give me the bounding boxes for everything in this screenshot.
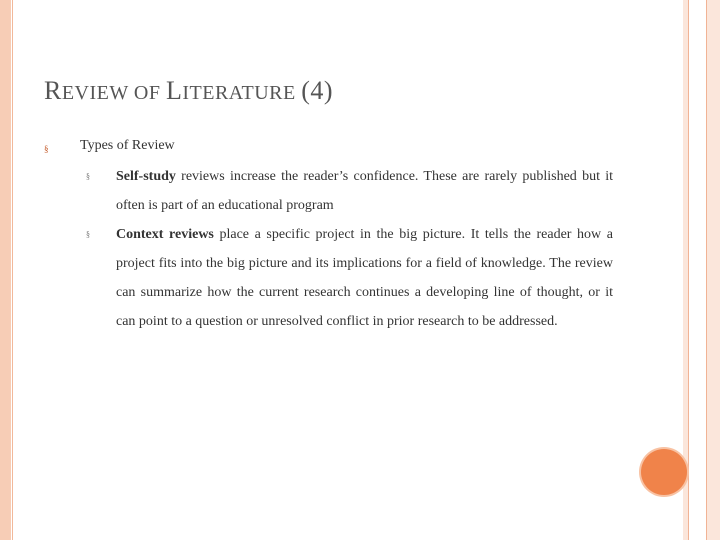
title-letter: R: [44, 76, 62, 105]
title-text: ITERATURE: [182, 82, 302, 104]
list-item: [86, 220, 613, 336]
decorative-circle: [641, 449, 687, 495]
left-border-line: [12, 0, 13, 540]
sub-list: [86, 162, 613, 336]
bullet-icon: §: [86, 230, 90, 239]
title-text: EVIEW OF: [61, 82, 166, 104]
item-text: place a specific project in the big picture. It tells the reader how a project fits into the big picture and its implications for a field of knowledge. The review can summarize how the current research continues a developing line of thought, or it can point to a question or unresolved conflict in prior research to be addressed.: [116, 227, 613, 329]
bullet-icon: §: [86, 172, 90, 181]
list-item: [86, 162, 613, 220]
right-border-line: [706, 0, 707, 540]
left-border-band: [0, 0, 11, 540]
item-term: Context reviews: [116, 227, 214, 242]
bullet-icon: §: [44, 144, 49, 154]
title-letter: L: [165, 76, 183, 105]
item-text: reviews increase the reader’s confidence. These are rarely published but it often is part of an educational program: [116, 169, 613, 213]
list-heading: Types of Review: [80, 138, 175, 153]
right-border-line: [688, 0, 689, 540]
right-border-inner-stripe: [689, 0, 706, 540]
title-number: (4): [301, 76, 334, 105]
item-term: Self-study: [116, 169, 176, 184]
slide-title: [44, 76, 333, 106]
